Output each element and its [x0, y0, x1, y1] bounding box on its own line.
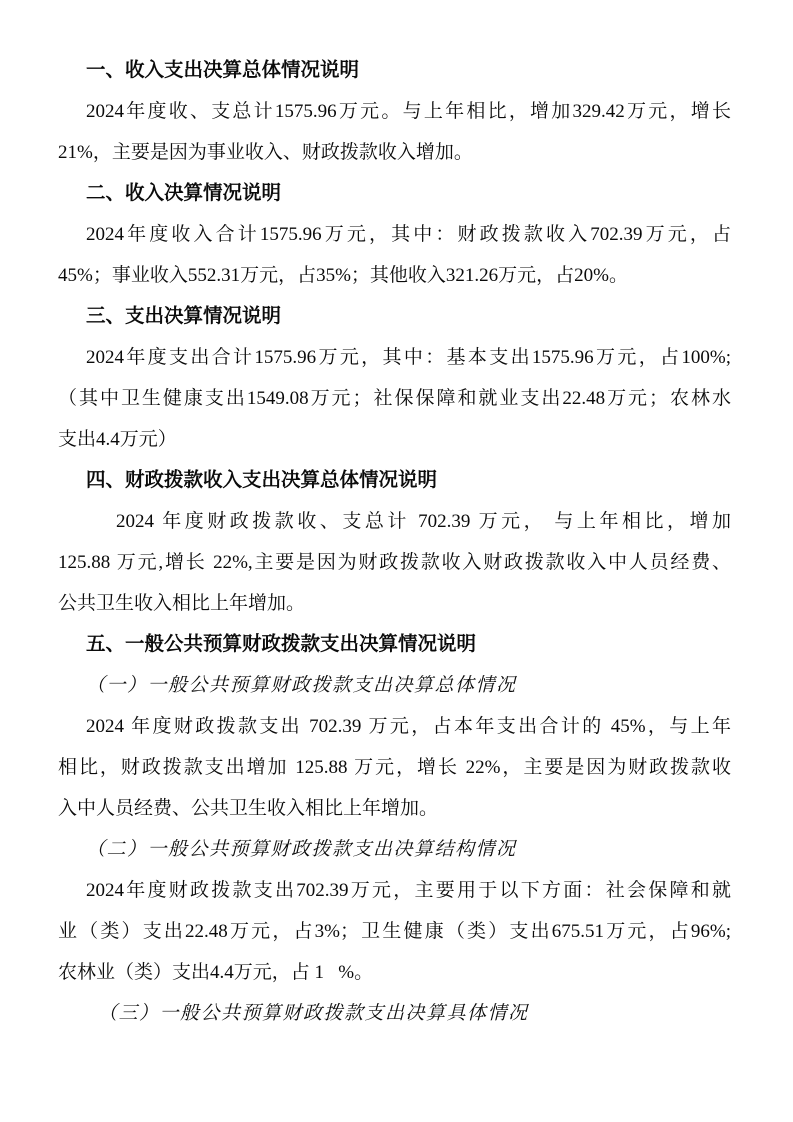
subsection-5-2-line-1: 2024年度财政拨款支出702.39万元，主要用于以下方面：社会保障和就	[86, 880, 731, 901]
section-1-line-1: 2024年度收、支总计1575.96万元。与上年相比，增加329.42万元，增长	[86, 101, 731, 122]
subsection-5-2-line-3: 农林业（类）支出4.4万元，占 1 %。	[58, 962, 374, 983]
subsection-5-1-line-1: 2024 年度财政拨款支出 702.39 万元，占本年支出合计的 45%，与上年	[86, 716, 731, 737]
section-2-line-2: 45%；事业收入552.31万元，占35%；其他收入321.26万元，占20%。	[58, 265, 628, 286]
section-3-line-2: （其中卫生健康支出1549.08万元；社保保障和就业支出22.48万元；农林水	[58, 388, 731, 409]
section-3-line-1: 2024年度支出合计1575.96万元，其中：基本支出1575.96万元，占100%;	[86, 347, 731, 368]
subsection-5-3-heading: （三）一般公共预算财政拨款支出决算具体情况	[98, 1003, 529, 1024]
subsection-5-1-heading: （一）一般公共预算财政拨款支出决算总体情况	[86, 675, 517, 696]
section-4-line-2: 125.88 万元,增长 22%,主要是因为财政拨款收入财政拨款收入中人员经费、	[58, 552, 731, 573]
section-1-line-2: 21%，主要是因为事业收入、财政拨款收入增加。	[58, 142, 473, 163]
section-4-heading: 四、财政拨款收入支出决算总体情况说明	[86, 469, 438, 491]
section-4-line-1: 2024 年度财政拨款收、支总计 702.39 万元， 与上年相比，增加	[116, 511, 731, 532]
subsection-5-2-line-2: 业（类）支出22.48万元，占3%；卫生健康（类）支出675.51万元，占96%;	[58, 921, 731, 942]
document-body	[58, 50, 731, 1034]
subsection-5-2-heading: （二）一般公共预算财政拨款支出决算结构情况	[86, 839, 517, 860]
subsection-5-1-line-3: 入中人员经费、公共卫生收入相比上年增加。	[58, 798, 439, 819]
section-4-line-3: 公共卫生收入相比上年增加。	[58, 593, 306, 614]
section-1-heading: 一、收入支出决算总体情况说明	[86, 59, 360, 81]
section-2-line-1: 2024年度收入合计1575.96万元，其中：财政拨款收入702.39万元，占	[86, 224, 731, 245]
subsection-5-1-line-2: 相比，财政拨款支出增加 125.88 万元，增长 22%，主要是因为财政拨款收	[58, 757, 731, 778]
section-3-line-3: 支出4.4万元）	[58, 429, 177, 450]
section-2-heading: 二、收入决算情况说明	[86, 182, 282, 204]
section-3-heading: 三、支出决算情况说明	[86, 305, 282, 327]
section-5-heading: 五、一般公共预算财政拨款支出决算情况说明	[86, 633, 477, 655]
